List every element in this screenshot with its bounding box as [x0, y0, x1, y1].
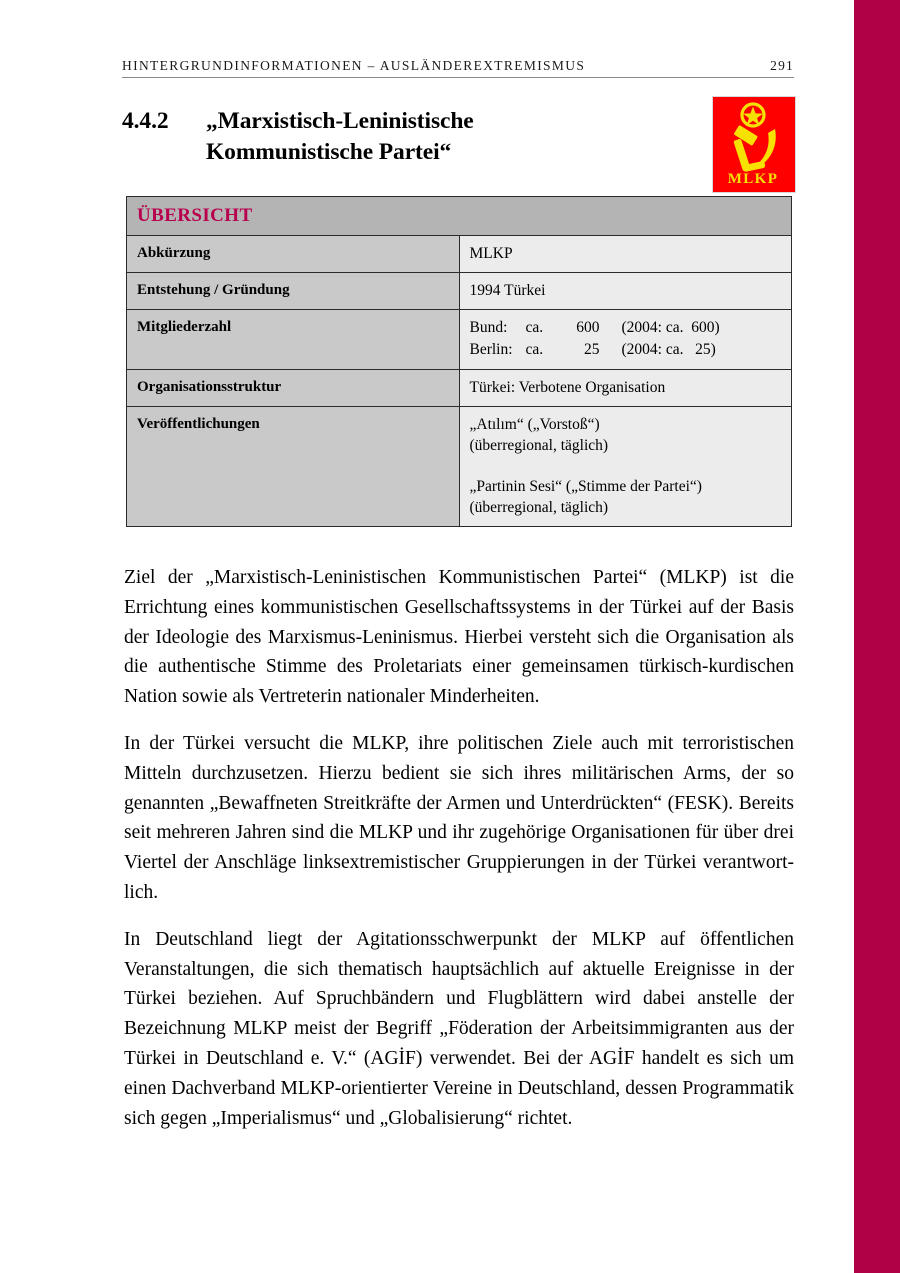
- row-label-mitgliederzahl: Mitgliederzahl: [127, 310, 460, 370]
- membership-approx: ca.: [525, 341, 544, 358]
- membership-scope: Berlin:: [469, 341, 513, 358]
- publication-note: (überregional, täglich): [469, 499, 609, 516]
- body-text: [124, 563, 794, 1133]
- row-label-veroeffentlichungen: Veröffentlichungen: [127, 407, 460, 527]
- row-value-veroeffentlichungen: [459, 407, 792, 527]
- table-row: [127, 407, 792, 527]
- row-value-mitgliederzahl: [459, 310, 792, 370]
- running-head-title: HINTERGRUNDINFORMATIONEN – AUSLÄNDEREXTREMISMUS: [122, 58, 586, 73]
- table-row: [127, 310, 792, 370]
- row-value-entstehung: 1994 Türkei: [459, 273, 792, 310]
- overview-table: [126, 196, 792, 527]
- row-value-abkuerzung: MLKP: [459, 236, 792, 273]
- section-title: [206, 106, 682, 168]
- row-value-organisationsstruktur: Türkei: Verbotene Organisation: [459, 370, 792, 407]
- body-paragraph-1: Ziel der „Marxistisch-Leninistischen Kommunistischen Partei“ (MLKP) ist die Errichtung eines kommunistischen Gesellschaftssystems in der Türkei auf der Basis der Ideologie des Marxismus-Leninismus. Hierbei versteht sich die Organisation als die authentische Stimme des Proletariats einer gemeinsamen türkisch-kurdischen Nation sowie als Vertreterin nationaler Minderheiten.: [124, 567, 794, 708]
- row-label-abkuerzung: Abkürzung: [127, 236, 460, 273]
- publication-entry: [470, 414, 782, 456]
- membership-scope: Bund:: [469, 319, 508, 336]
- membership-count: 600: [576, 319, 600, 336]
- overview-table-title: ÜBERSICHT: [127, 197, 792, 236]
- publication-note: (überregional, täglich): [469, 437, 609, 454]
- row-label-entstehung: Entstehung / Gründung: [127, 273, 460, 310]
- membership-count: 25: [584, 341, 600, 358]
- body-paragraph-3: In Deutschland liegt der Agitationsschwerpunkt der MLKP auf öffentlichen Veranstaltungen, die sich thematisch hauptsächlich auf aktuelle Ereignisse in der Türkei beziehen. Auf Spruchbändern und Flugblättern wird dabei anstelle der Bezeichnung MLKP meist der Begriff „Föderation der Arbeitsimmigranten aus der Türkei in Deutschland e. V.“ (AGİF) verwendet. Bei der AGİF handelt es sich um einen Dachverband MLKP-orientierter Vereine in Deutschland, dessen Programmatik sich gegen „Imperialismus“ und „Globalisierung“ richtet.: [124, 928, 794, 1129]
- table-row: [127, 273, 792, 310]
- section-heading: [122, 106, 682, 168]
- table-row: [127, 370, 792, 407]
- page-number: 291: [770, 58, 794, 73]
- accent-side-band: [854, 0, 900, 1273]
- running-head-rule: [122, 77, 794, 78]
- running-head: [122, 58, 794, 78]
- hammer-sickle-star-icon: [713, 97, 793, 190]
- section-number: 4.4.2: [122, 108, 169, 134]
- membership-prior-year: (2004: ca. 600): [621, 319, 720, 336]
- table-header-row: [127, 197, 792, 236]
- mlkp-logo: [712, 96, 796, 193]
- publication-title: „Partinin Sesi“ („Stimme der Partei“): [469, 478, 702, 495]
- membership-approx: ca.: [525, 319, 544, 336]
- publication-entry: [470, 476, 782, 518]
- publication-spacer: [470, 456, 782, 476]
- membership-prior-year: (2004: ca. 25): [621, 341, 716, 358]
- section-title-line1: „Marxistisch-Leninistische: [206, 108, 474, 134]
- logo-wordmark: MLKP: [727, 171, 779, 187]
- row-label-organisationsstruktur: Organisationsstruktur: [127, 370, 460, 407]
- body-paragraph-2: In der Türkei versucht die MLKP, ihre politischen Ziele auch mit terroristischen Mitteln durchzusetzen. Hierzu bedient sie sich ihres militärischen Arms, der so genannten „Bewaffneten Streitkräfte der Armen und Unterdrückten“ (FESK). Bereits seit mehreren Jahren sind die MLKP und ihr zugehörige Organisationen für über drei Viertel der Anschläge linksextremistischer Gruppierungen in der Türkei verantwortlich.: [124, 732, 794, 903]
- section-title-line2: Kommunistische Partei“: [206, 139, 452, 165]
- running-head-row: [122, 58, 794, 74]
- membership-figures: [470, 317, 782, 361]
- table-row: [127, 236, 792, 273]
- publication-title: „Atılım“ („Vorstoß“): [469, 416, 600, 433]
